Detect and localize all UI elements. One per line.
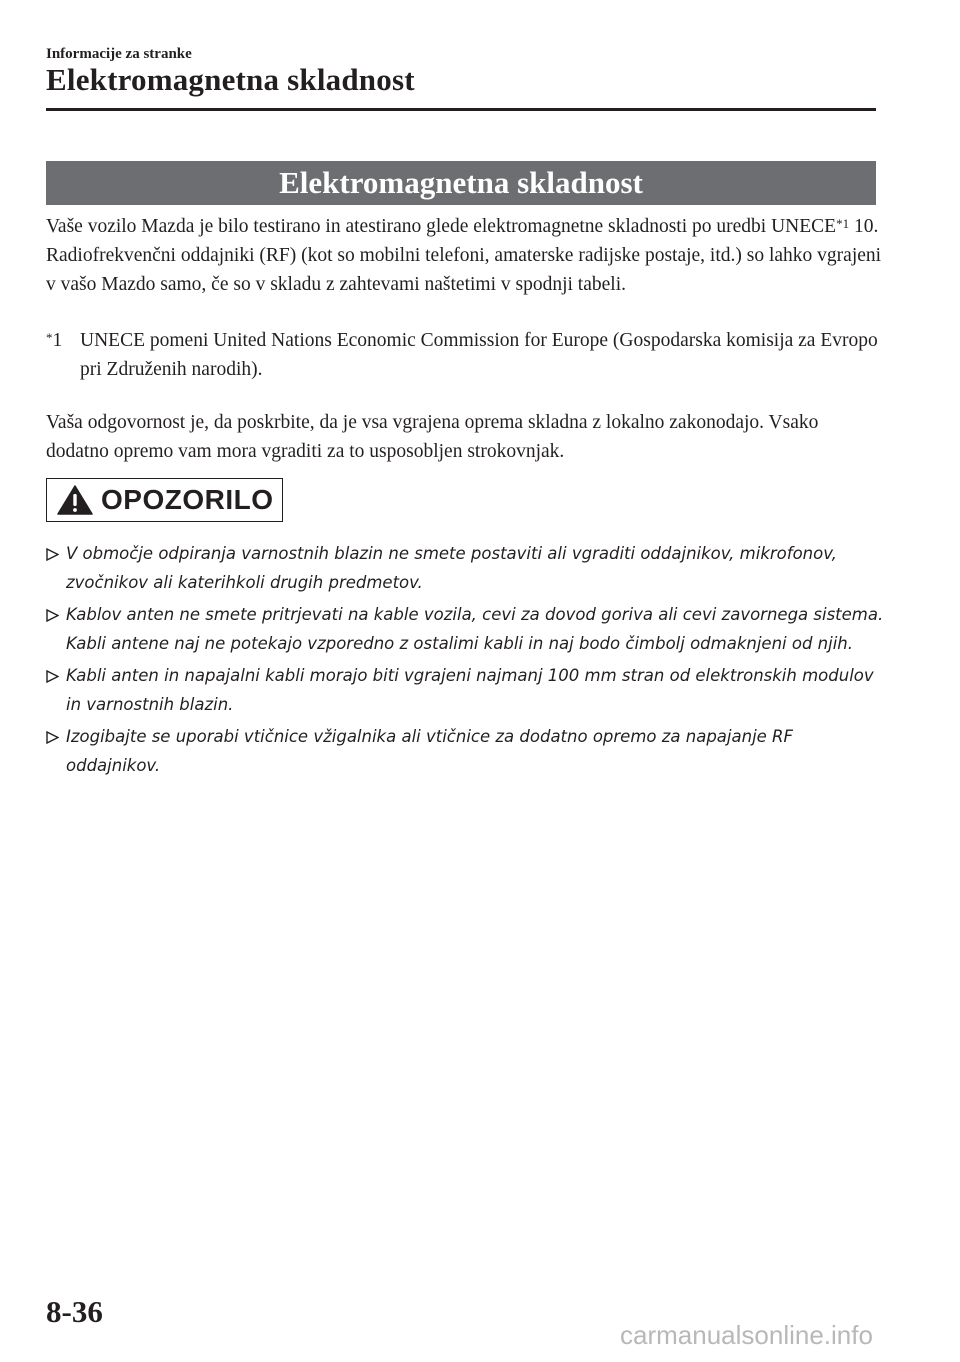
intro-text-part1: Vaše vozilo Mazda je bilo testirano in atestirano glede elektromagnetne skladnosti po uredbi UNECE [46,216,837,237]
section-banner: Elektromagnetna skladnost [46,161,876,205]
intro-paragraph [46,212,886,299]
warning-triangle-icon [57,485,93,515]
warning-label: OPOZORILO [101,484,274,515]
warning-item: Kabli anten in napajalni kabli morajo biti vgrajeni najmanj 100 mm stran od elektronskih modulov in varnostnih blazin. [46,661,886,719]
chapter-title: Elektromagnetna skladnost [46,62,415,97]
header-divider [46,108,876,111]
arrow-bullet-icon [46,609,59,622]
footnote-marker: *1 [46,330,63,351]
arrow-bullet-icon [46,670,59,683]
warning-item: Izogibajte se uporabi vtičnice vžigalnika ali vtičnice za dodatno opremo za napajanje RF oddajnikov. [46,722,886,780]
warning-list [46,539,886,783]
footnote-reference: *1 [836,216,850,231]
footnote-text: UNECE pomeni United Nations Economic Commission for Europe (Gospodarska komisija za Evropo pri Združenih narodih). [80,330,878,380]
warning-item: Kablov anten ne smete pritrjevati na kable vozila, cevi za dovod goriva ali cevi zavornega sistema. Kabli antene naj ne potekajo vzporedno z ostalimi kabli in naj bodo čimbolj odmaknjeni od njih. [46,600,886,658]
page-number: 8-36 [46,1294,103,1329]
warning-header-box [46,478,283,522]
intro-text-part2: 10. Radiofrekvenčni oddajniki (RF) (kot so mobilni telefoni, amaterske radijske postaje, itd.) so lahko vgrajeni v vašo Mazdo samo, če so v skladu z zahtevami naštetimi v spodnji tabeli. [46,216,882,295]
responsibility-paragraph: Vaša odgovornost je, da poskrbite, da je vsa vgrajena oprema skladna z lokalno zakonodajo. Vsako dodatno opremo vam mora vgraditi za to usposobljen strokovnjak. [46,412,819,462]
warning-item: V območje odpiranja varnostnih blazin ne smete postaviti ali vgraditi oddajnikov, mikrofonov, zvočnikov ali katerihkoli drugih predmetov. [46,539,886,597]
watermark-text: carmanualsonline.info [620,1320,873,1350]
arrow-bullet-icon [46,731,59,744]
arrow-bullet-icon [46,548,59,561]
running-head: Informacije za stranke [46,46,192,62]
